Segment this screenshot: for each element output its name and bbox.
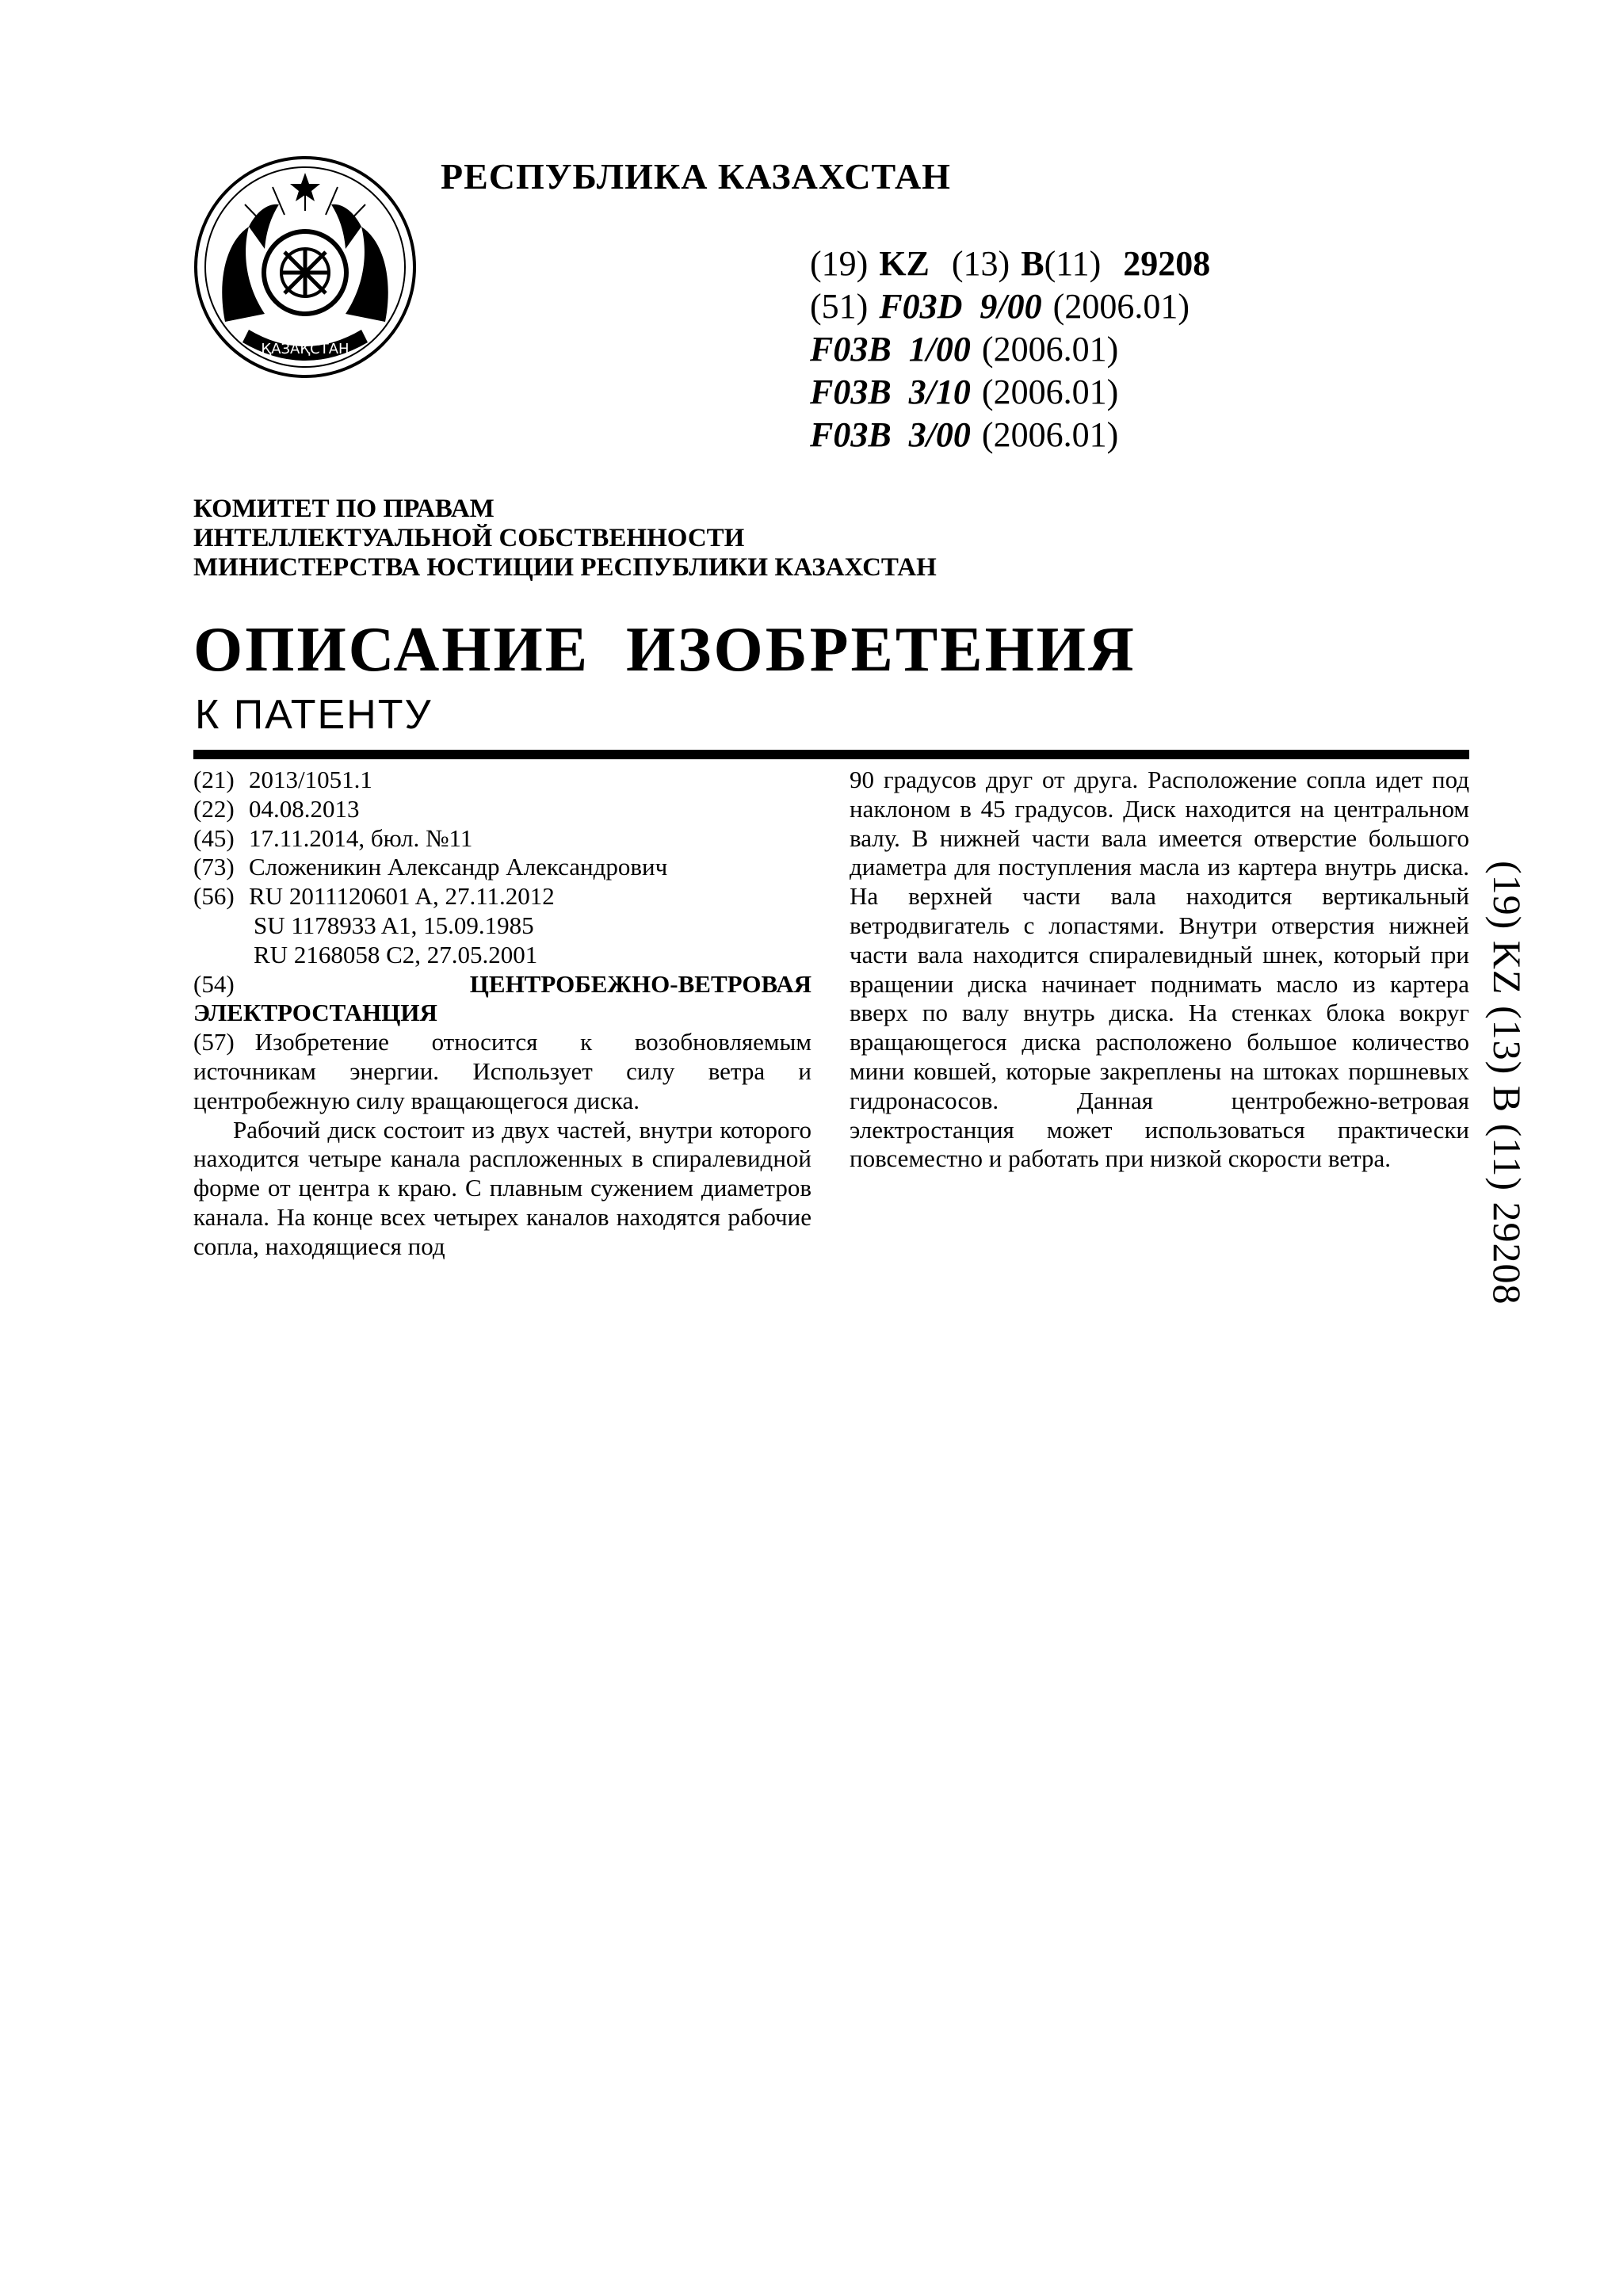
ipc-version: (2006.01) — [981, 372, 1119, 411]
side-patent-label: (19) KZ (13) B (11) 29208 — [1485, 861, 1529, 1305]
committee-line: МИНИСТЕРСТВА ЮСТИЦИИ РЕСПУБЛИКИ КАЗАХСТАН — [193, 553, 937, 582]
ipc-version: (2006.01) — [981, 415, 1119, 454]
ipc-version: (2006.01) — [1052, 287, 1190, 326]
state-emblem-icon — [193, 155, 417, 379]
description-paragraph: Рабочий диск состоит из двух частей, внутри которого находится четыре канала распложенных в спиралевидной форме от центра к краю. С плавным сужением диаметров канала. На конце всех четырех каналов находятся рабочие сопла, находящиеся под — [193, 1115, 812, 1260]
invention-title-line-2: ЭЛЕКТРОСТАНЦИЯ — [193, 999, 437, 1027]
biblio-56: (56) RU 2011120601 A, 27.11.2012 — [193, 882, 555, 911]
biblio-21: (21) 2013/1051.1 — [193, 766, 372, 793]
document-subtitle: К ПАТЕНТУ — [195, 692, 433, 738]
invention-title-line-1: ЦЕНТРОБЕЖНО-ВЕТРОВАЯ — [469, 969, 812, 998]
biblio-56-cont: RU 2168058 C2, 27.05.2001 — [254, 940, 538, 968]
abstract-57: (57) Изобретение относится к возобновляемым источникам энергии. Использует силу ветра и центробежную силу вращающегося диска. — [193, 1028, 812, 1114]
ipc-line — [810, 414, 1210, 457]
ipc-line — [810, 285, 1210, 328]
inid-13: (13) — [951, 244, 1010, 283]
committee-line: КОМИТЕТ ПО ПРАВАМ — [193, 495, 495, 523]
biblio-54: (54) ЦЕНТРОБЕЖНО-ВЕТРОВАЯ — [193, 969, 812, 998]
side-label-wrap — [1480, 861, 1536, 1305]
title-rule — [193, 750, 1469, 759]
inid-11: (11) — [1044, 244, 1102, 283]
country-name: РЕСПУБЛИКА КАЗАХСТАН — [441, 156, 951, 197]
biblio-73: (73) Сложеникин Александр Александрович — [193, 853, 668, 881]
biblio-45: (45) 17.11.2014, бюл. №11 — [193, 823, 473, 852]
document-title: ОПИСАНИЕ ИЗОБРЕТЕНИЯ — [193, 615, 1136, 685]
ipc-line — [810, 371, 1210, 414]
codes-line-1 — [810, 243, 1210, 285]
abstract-text: Изобретение относится к возобновляемым источникам энергии. Использует силу ветра и центробежную силу вращающегося диска. — [193, 1028, 812, 1114]
committee-block — [193, 495, 937, 583]
patent-number: 29208 — [1123, 244, 1211, 283]
ipc-class: F03B 3/00 — [810, 415, 971, 454]
committee-line: ИНТЕЛЛЕКТУАЛЬНОЙ СОБСТВЕННОСТИ — [193, 524, 745, 552]
document-kind: B — [1021, 244, 1044, 283]
ipc-line — [810, 328, 1210, 371]
biblio-56-cont: SU 1178933 A1, 15.09.1985 — [254, 911, 534, 939]
emblem-text: ҚАЗАҚСТАН — [261, 341, 349, 357]
patent-codes — [810, 243, 1210, 457]
country-code: KZ — [879, 244, 930, 283]
biblio-22: (22) 04.08.2013 — [193, 794, 360, 823]
inid-19: (19) — [810, 244, 869, 283]
inid-51: (51) — [810, 287, 869, 326]
left-column — [193, 766, 812, 1262]
ipc-class: F03B 3/10 — [810, 372, 971, 411]
ipc-class: F03D 9/00 — [879, 287, 1042, 326]
right-column: 90 градусов друг от друга. Расположение сопла идет под наклоном в 45 градусов. Диск находится на центральном валу. В нижней части вала имеется отверстие большого диаметра для поступления масла из картера внутрь диска. На верхней части вала находится вертикальный ветродвигатель с лопастями. Внутри отверстия нижней части вала находится спиралевидный шнек, который при вращении диска начинает поднимать масло из картера вверх по валу внутрь диска. На стенках блока вокруг вращающегося диска расположено большое количество мини ковшей, которые закреплены на штоках поршневых гидронасосов. Данная центробежно-ветровая электростанция может использоваться практически повсеместно и работать при низкой скорости ветра. — [850, 766, 1469, 1173]
ipc-class: F03B 1/00 — [810, 330, 971, 369]
ipc-version: (2006.01) — [981, 330, 1119, 369]
